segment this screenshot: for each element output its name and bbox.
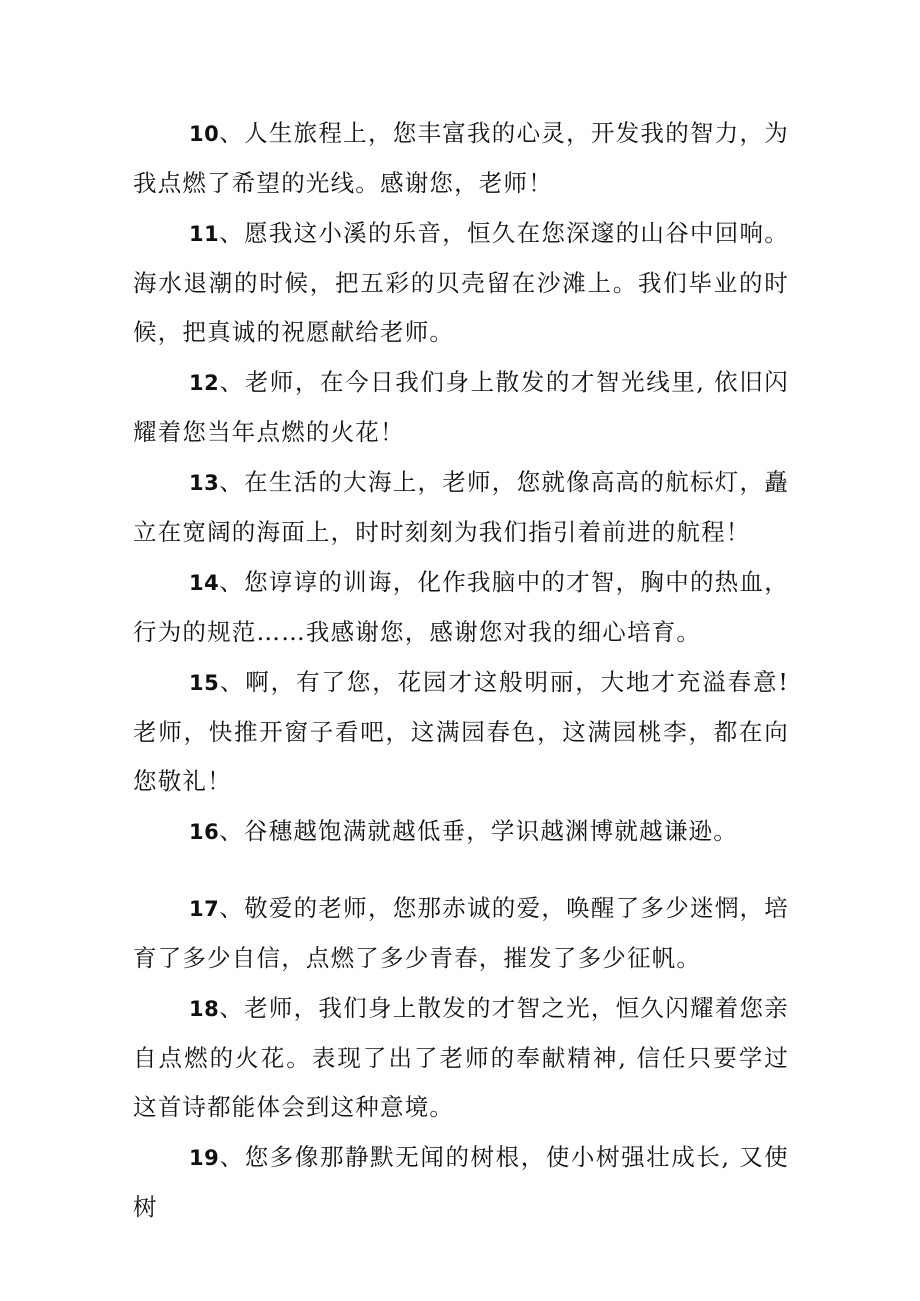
item-number: 15: [189, 671, 220, 695]
document-body: [133, 109, 789, 1233]
paragraph-11: [133, 209, 789, 357]
item-number: 19: [189, 1146, 220, 1170]
paragraph-18: [133, 984, 789, 1132]
paragraph-19: [133, 1133, 789, 1232]
item-text: 、老师，我们身上散发的才智之光，恒久闪耀着您亲自点燃的火花。表现了出了老师的奉献精神, 信任只要学过这首诗都能体会到这种意境。: [133, 994, 789, 1121]
item-number: 13: [189, 471, 220, 495]
paragraph-14: [133, 558, 789, 657]
item-number: 12: [189, 371, 220, 395]
item-text: 、老师，在今日我们身上散发的才智光线里, 依旧闪耀着您当年点燃的火花！: [133, 368, 789, 446]
item-number: 18: [189, 997, 220, 1021]
item-number: 16: [189, 820, 220, 844]
paragraph-15: [133, 658, 789, 806]
item-text: 、谷穗越饱满就越低垂，学识越渊博就越谦逊。: [219, 817, 738, 845]
item-text: 、敬爱的老师，您那赤诚的爱，唤醒了多少迷惘，培育了多少自信，点燃了多少青春，摧发了多少征帆。: [133, 894, 789, 972]
item-text: 、在生活的大海上，老师，您就像高高的航标灯，矗立在宽阔的海面上，时时刻刻为我们指引着前进的航程！: [133, 468, 789, 546]
paragraph-16: [133, 807, 789, 857]
item-text: 、人生旅程上，您丰富我的心灵，开发我的智力，为我点燃了希望的光线。感谢您，老师！: [133, 119, 789, 197]
paragraph-17: [133, 884, 789, 983]
item-text: 、您多像那静默无闻的树根，使小树强壮成长, 又使树: [133, 1143, 789, 1221]
item-text: 、愿我这小溪的乐音，恒久在您深邃的山谷中回响。海水退潮的时候，把五彩的贝壳留在沙滩上。我们毕业的时候，把真诚的祝愿献给老师。: [133, 219, 789, 346]
item-number: 10: [189, 122, 220, 146]
item-number: 11: [189, 222, 220, 246]
item-number: 17: [189, 897, 220, 921]
item-number: 14: [189, 571, 220, 595]
item-text: 、您谆谆的训诲，化作我脑中的才智，胸中的热血，行为的规范……我感谢您，感谢您对我的细心培育。: [133, 568, 789, 646]
paragraph-13: [133, 458, 789, 557]
item-text: 、啊，有了您，花园才这般明丽，大地才充溢春意! 老师，快推开窗子看吧，这满园春色，这满园桃李，都在向您敬礼！: [133, 668, 789, 795]
paragraph-12: [133, 358, 789, 457]
paragraph-10: [133, 109, 789, 208]
